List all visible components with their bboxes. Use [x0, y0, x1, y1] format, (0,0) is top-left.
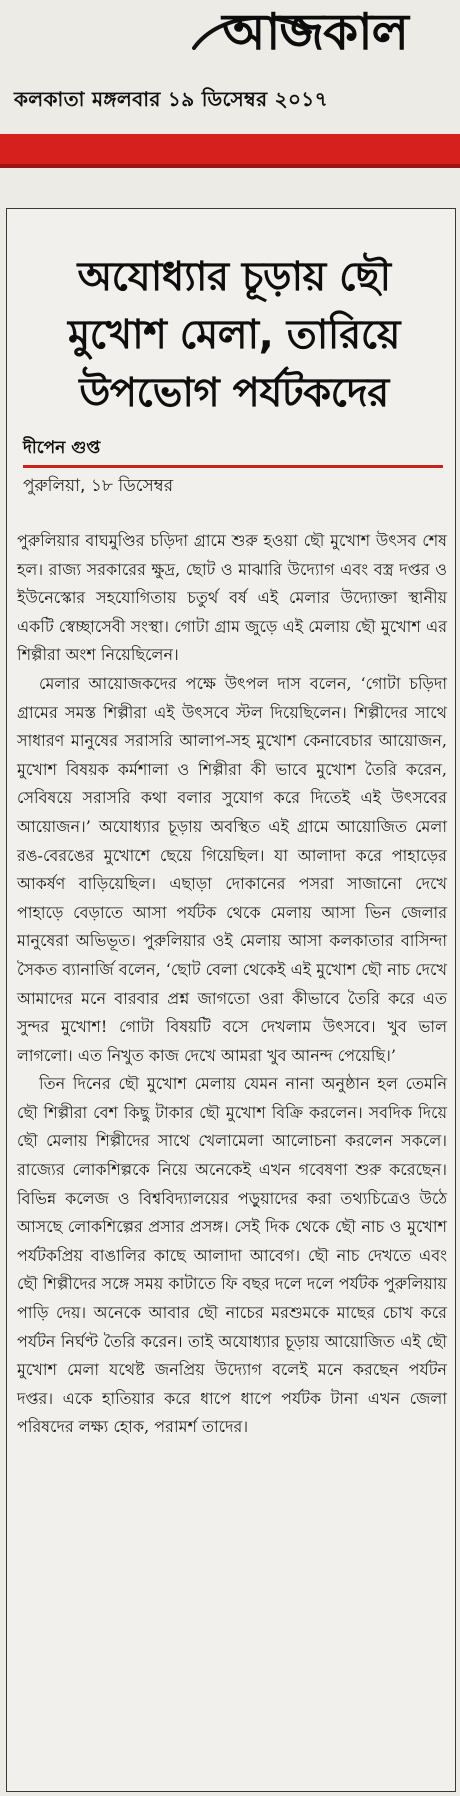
- article-paragraph: পুরুলিয়ার বাঘমুণ্ডির চড়িদা গ্রামে শুরু হওয়া ছৌ মুখোশ উৎসব শেষ হল। রাজ্য সরকারের ক্ষুদ্র, ছোট ও মাঝারি উদ্যোগ এবং বস্ত্র দপ্তর ও ইউনেস্কোর সহযোগিতায় চতুর্থ বর্ষ এই মেলার উদ্যোক্তা স্থানীয় একটি স্বেচ্ছাসেবী সংস্থা। গোটা গ্রাম জুড়ে এই মেলায় ছৌ মুখোশ এর শিল্পীরা অংশ নিয়েছিলেন।: [17, 531, 447, 665]
- headline-line: অযোধ্যার চূড়ায় ছৌ: [77, 253, 391, 300]
- article-body: [17, 527, 447, 1442]
- masthead-red-band: [0, 134, 460, 168]
- news-article: [6, 208, 456, 1792]
- newspaper-logo: আজকাল: [222, 2, 408, 61]
- article-dateplace: পুরুলিয়া, ১৮ ডিসেম্বর: [23, 476, 174, 496]
- dateline: কলকাতা মঙ্গলবার ১৯ ডিসেম্বর ২০১৭: [14, 87, 328, 111]
- article-byline: দীপেন গুপ্ত: [23, 438, 101, 458]
- headline-line: উপভোগ পর্যটকদের: [79, 369, 389, 416]
- newspaper-masthead: [0, 0, 460, 128]
- masthead-red-band-shadow: [0, 164, 460, 168]
- headline-line: মুখোশ মেলা, তারিয়ে: [68, 311, 400, 358]
- article-headline: [29, 248, 439, 422]
- byline-divider: [23, 465, 443, 468]
- article-paragraph: মেলার আয়োজকদের পক্ষে উৎপল দাস বলেন, ‘গোটা চড়িদা গ্রামের সমস্ত শিল্পীরা এই উৎসবে স্টল দিয়েছিলেন। শিল্পীদের সাথে সাধারণ মানুষের সরাসরি আলাপ-সহ মুখোশ কেনাবেচার আয়োজন, মুখোশ বিষয়ক কর্মশালা ও শিল্পীরা কী ভাবে মুখোশ তৈরি করেন, সেবিষয়ে সরাসরি কথা বলার সুযোগ করে দিতেই এই উৎসবের আয়োজন।’ অযোধ্যার চূড়ায় অবস্থিত এই গ্রামে আয়োজিত মেলা রঙ-বেরঙের মুখোশে ছেয়ে গিয়েছিল। যা আলাদা করে পাহাড়ের আকর্ষণ বাড়িয়েছিল। এছাড়া দোকানের পসরা সাজানো দেখে পাহাড়ে বেড়াতে আসা পর্যটক থেকে মেলায় আসা ভিন জেলার মানুষেরা অভিভূত। পুরুলিয়ার ওই মেলায় আসা কলকাতার বাসিন্দা সৈকত ব্যানার্জি বলেন, ‘ছোট বেলা থেকেই এই মুখোশ ছৌ নাচ দেখে আমাদের মনে বারবার প্রশ্ন জাগতো ওরা কীভাবে তৈরি করে এত সুন্দর মুখোশ! গোটা বিষয়টি বসে দেখলাম উৎসবে। খুব ভাল লাগলো। এত নিখুত কাজ দেখে আমরা খুব আনন্দ পেয়েছি।’: [17, 673, 447, 1065]
- article-paragraph: তিন দিনের ছৌ মুখোশ মেলায় যেমন নানা অনুষ্ঠান হল তেমনি ছৌ শিল্পীরা বেশ কিছু টাকার ছৌ মুখোশ বিক্রি করলেন। সবদিক দিয়ে ছৌ মেলায় শিল্পীদের সাথে খেলামেলা আলোচনা করলেন সকলে। রাজ্যের লোকশিল্পকে নিয়ে অনেকেই এখন গবেষণা শুরু করেছেন। বিভিন্ন কলেজ ও বিশ্ববিদ্যালয়ের পড়ুয়াদের করা তথ্যচিত্রেও উঠে আসছে লোকশিল্পের প্রসার প্রসঙ্গ। সেই দিক থেকে ছৌ নাচ ও মুখোশ পর্যটকপ্রিয় বাঙালির কাছে আলাদা আবেগ। ছৌ নাচ দেখতে এবং ছৌ শিল্পীদের সঙ্গে সময় কাটাতে ফি বছর দলে দলে পর্যটক পুরুলিয়ায় পাড়ি দেয়। অনেকে আবার ছৌ নাচের মরশুমকে মাছের চোখ করে পর্যটন নির্ঘণ্ট তৈরি করেন। তাই অযোধ্যার চূড়ায় আয়োজিত এই ছৌ মুখোশ মেলা যথেষ্ট জনপ্রিয় উদ্যোগ বলেই মনে করছেন পর্যটন দপ্তর। একে হাতিয়ার করে ধাপে ধাপে পর্যটক টানা এখন জেলা পরিষদের লক্ষ্য হোক, পরামর্শ তাদের।: [17, 1074, 447, 1437]
